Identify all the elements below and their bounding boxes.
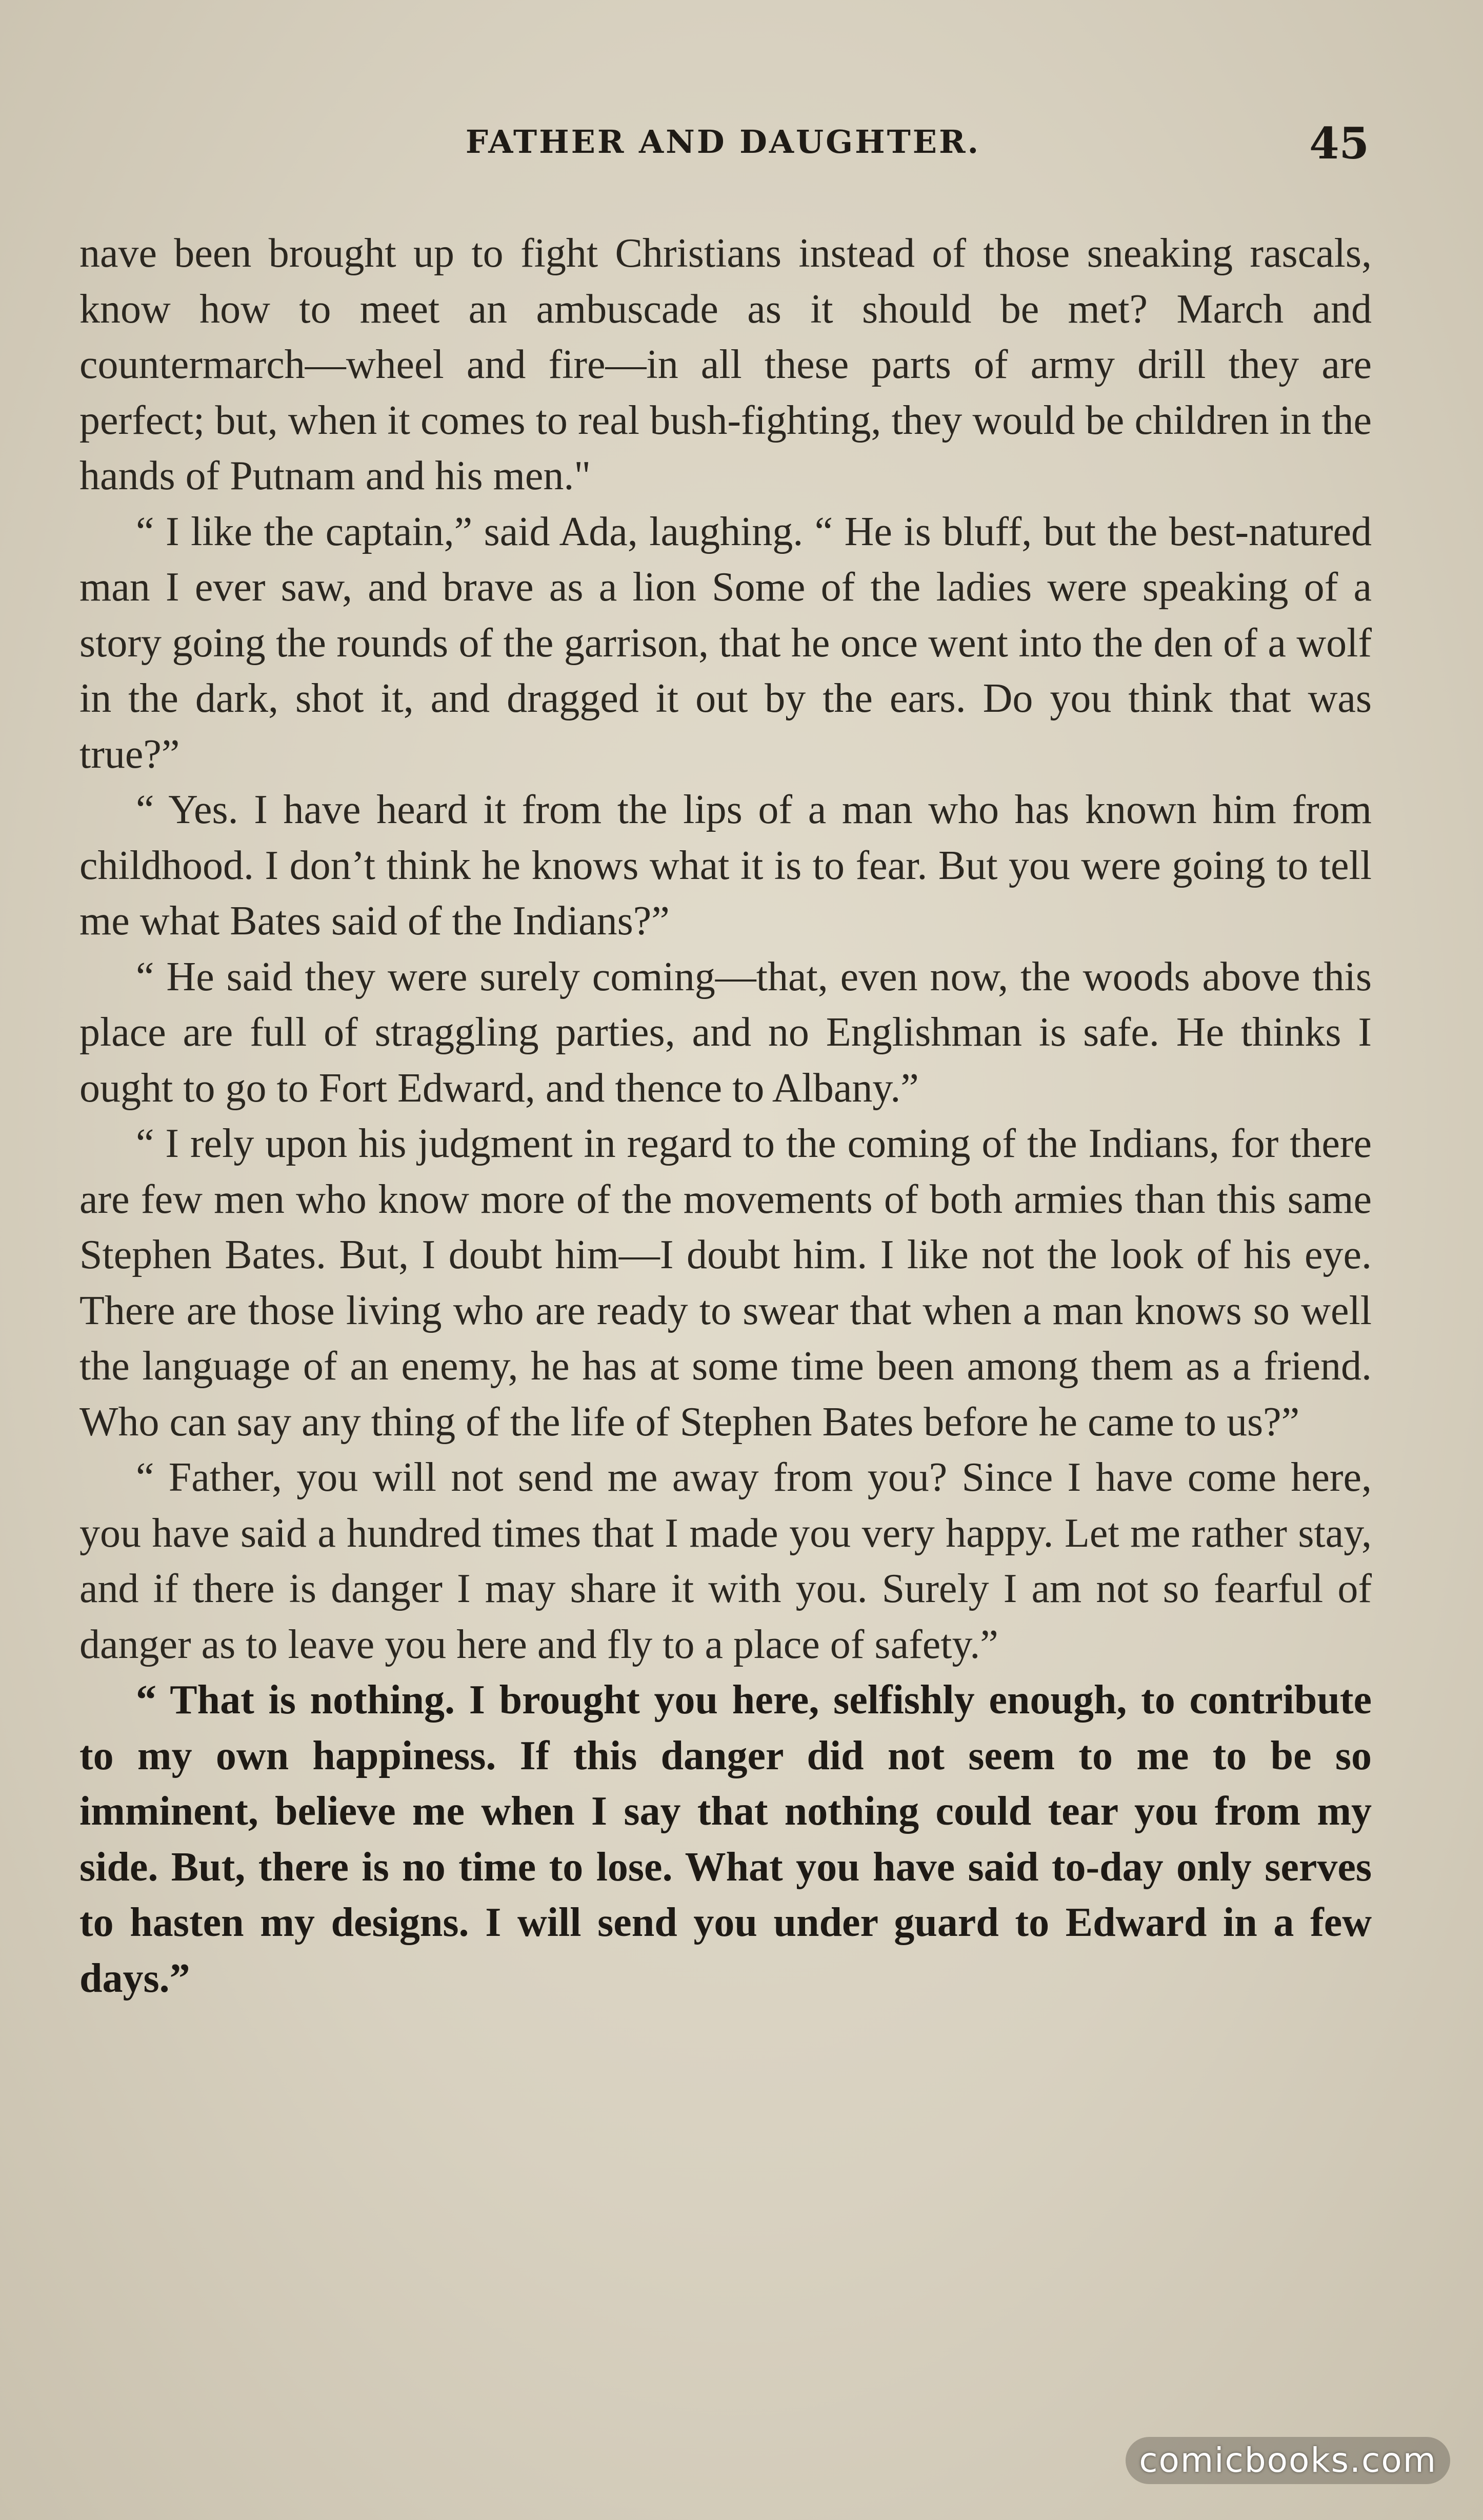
running-title: FATHER AND DAUGHTER. xyxy=(465,123,981,161)
paragraph-1: nave been brought up to fight Christians instead of those sneaking rascals, know how to meet an ambuscade as it should be met? March and countermarch—wheel and fire—in all these parts of army drill they are perfect; but, when it comes to real bush-fighting, they would be children in the hands of Putnam and his men." xyxy=(79,231,1372,498)
site-watermark: comicbooks.com xyxy=(1126,2437,1450,2484)
paragraph-6: “ Father, you will not send me away from you? Since I have come here, you have said a hundred times that I made you very happy. Let me rather stay, and if there is danger I may share it with you. Surely I am not so fearful of danger as to leave you here and fly to a place of safety.” xyxy=(79,1455,1372,1667)
body-text xyxy=(79,226,1372,2006)
paragraph-4: “ He said they were surely coming—that, even now, the woods above this place are full of straggling parties, and no Englishman is safe. He thinks I ought to go to Fort Edward, and thence to Albany.” xyxy=(79,954,1372,1111)
paragraph-2: “ I like the captain,” said Ada, laughing. “ He is bluff, but the best-natured man I ever saw, and brave as a lion Some of the ladies were speaking of a story going the rounds of the garrison, that he once went into the den of a wolf in the dark, shot it, and dragged it out by the ears. Do you think that was true?” xyxy=(79,509,1372,777)
paragraph-5: “ I rely upon his judgment in regard to the coming of the Indians, for there are few men who know more of the movements of both armies than this same Stephen Bates. But, I doubt him—I doubt him. I like not the look of his eye. There are those living who are ready to swear that when a man knows so well the language of an enemy, he has at some time been among them as a friend. Who can say any thing of the life of Stephen Bates before he came to us?” xyxy=(79,1121,1372,1445)
paragraph-7: “ That is nothing. I brought you here, selfishly enough, to contribute to my own happiness. If this danger did not seem to me to be so imminent, believe me when I say that nothing could tear you from my side. But, there is no time to lose. What you have said to-day only serves to hasten my designs. I will send you under guard to Edward in a few days.” xyxy=(79,1677,1372,2001)
page-number: 45 xyxy=(1309,118,1369,169)
paragraph-3: “ Yes. I have heard it from the lips of a man who has known him from childhood. I don’t think he knows what it is to fear. But you were going to tell me what Bates said of the Indians?” xyxy=(79,787,1372,944)
running-head xyxy=(77,118,1369,174)
